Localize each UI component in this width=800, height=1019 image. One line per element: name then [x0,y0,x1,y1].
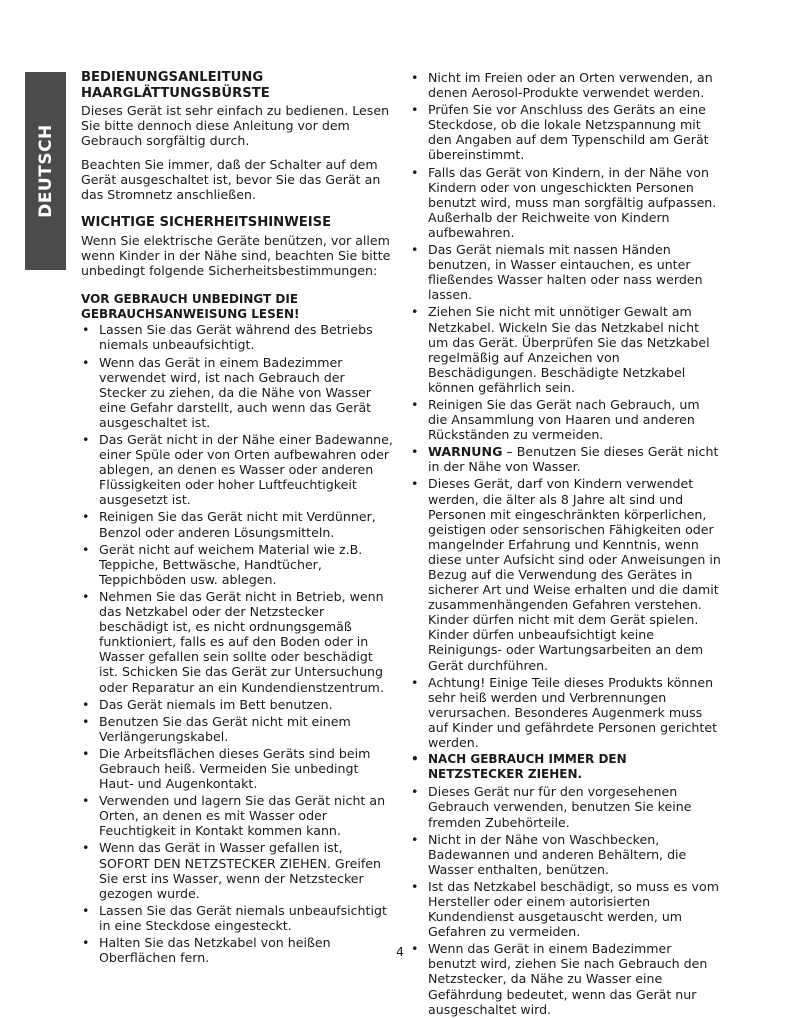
list-item: • Halten Sie das Netzkabel von heißen Oberflächen fern. [81,935,393,965]
list-item: • Reinigen Sie das Gerät nach Gebrauch, um die Ansammlung von Haaren und anderen Rückständen zu vermeiden. [410,397,722,442]
list-item: • Ziehen Sie nicht mit unnötiger Gewalt am Netzkabel. Wickeln Sie das Netzkabel nicht um das Gerät. Überprüfen Sie das Netzkabel regelmäßig auf Anzeichen von Beschädigungen. Beschädigte Netzkabel können gefährlich sein. [410,304,722,395]
list-item: • Das Gerät nicht in der Nähe einer Badewanne, einer Spüle oder von Orten aufbewahren oder ablegen, an denen es Wasser oder anderen Flüssigkeiten oder hoher Luftfeuchtigkeit ausgesetzt ist. [81,432,393,507]
list-item: • Gerät nicht auf weichem Material wie z.B. Teppiche, Bettwäsche, Handtücher, Teppichböden usw. ablegen. [81,542,393,587]
list-item: • Das Gerät niemals im Bett benutzen. [81,697,393,712]
document-title-line1: BEDIENUNGSANLEITUNG [81,70,264,85]
left-column [81,70,393,967]
list-item: • Lassen Sie das Gerät niemals unbeaufsichtigt in eine Steckdose eingesteckt. [81,903,393,933]
unplug-list-item: • NACH GEBRAUCH IMMER DEN NETZSTECKER ZIEHEN. [410,752,722,782]
list-item: • Achtung! Einige Teile dieses Produkts können sehr heiß werden und Verbrennungen verursachen. Besonderes Augenmerk muss auf Kinder und gefährdete Personen gerichtet werden. [410,675,722,750]
list-item: • Dieses Gerät nur für den vorgesehenen Gebrauch verwenden, benutzen Sie keine fremden Zubehörteile. [410,784,722,829]
page-number: 4 [396,944,404,959]
list-item: • Lassen Sie das Gerät während des Betriebs niemals unbeaufsichtigt. [81,322,393,352]
safety-section-title: WICHTIGE SICHERHEITSHINWEISE [81,214,332,230]
document-title-line2: HAARGLÄTTUNGSBÜRSTE [81,85,270,101]
right-column [410,70,722,1019]
list-item: • Die Arbeitsflächen dieses Geräts sind beim Gebrauch heiß. Vermeiden Sie unbedingt Haut- und Augenkontakt. [81,746,393,791]
list-item: • Reinigen Sie das Gerät nicht mit Verdünner, Benzol oder anderen Lösungsmitteln. [81,509,393,539]
list-item: • Wenn das Gerät in Wasser gefallen ist, SOFORT DEN NETZSTECKER ZIEHEN. Greifen Sie erst ins Wasser, wenn der Netzstecker gezogen wurde. [81,840,393,900]
list-item: • Benutzen Sie das Gerät nicht mit einem Verlängerungskabel. [81,714,393,744]
list-item: • Das Gerät niemals mit nassen Händen benutzen, in Wasser eintauchen, es unter fließendes Wasser halten oder nass werden lassen. [410,242,722,302]
list-item: • Wenn das Gerät in einem Badezimmer verwendet wird, ist nach Gebrauch der Stecker zu ziehen, da die Nähe von Wasser eine Gefahr darstellt, auch wenn das Gerät ausgeschaltet ist. [81,355,393,430]
warning-label: WARNUNG [428,444,503,460]
list-item: • Wenn das Gerät in einem Badezimmer benutzt wird, ziehen Sie nach Gebrauch den Netzstecker, da Nähe zu Wasser eine Gefährdung bedeutet, wenn das Gerät nur ausgeschaltet wird. [410,941,722,1016]
list-item: • Ist das Netzkabel beschädigt, so muss es vom Hersteller oder einem autorisierten Kundendienst ausgetauscht werden, um Gefahren zu vermeiden. [410,879,722,939]
intro-paragraph-1: Dieses Gerät ist sehr einfach zu bedienen. Lesen Sie bitte dennoch diese Anleitung vor dem Gebrauch sorgfältig durch. [81,103,390,149]
warning-list-item [410,444,722,474]
intro-paragraph-2: Beachten Sie immer, daß der Schalter auf dem Gerät ausgeschaltet ist, bevor Sie das Gerät an das Stromnetz anschließen. [81,157,381,203]
list-item: • Prüfen Sie vor Anschluss des Geräts an eine Steckdose, ob die lokale Netzspannung mit den Angaben auf dem Typenschild am Gerät übereinstimmt. [410,102,722,162]
list-item: • Dieses Gerät, darf von Kindern verwendet werden, die älter als 8 Jahre alt sind und Personen mit eingeschränkten körperlichen, geistigen oder sensorischen Fähigkeiten oder mangelnder Erfahrung und Kenntnis, wenn diese unter Aufsicht sind oder Anweisungen in Bezug auf die Verwendung des Gerätes in sicherer Art und Weise erhalten und die damit zusammenhängenden Gefahren verstehen. Kinder dürfen nicht mit dem Gerät spielen. Kinder dürfen unbeaufsichtigt keine Reinigungs- oder Wartungsarbeiten an dem Gerät durchführen. [410,476,722,672]
list-item: • Nicht in der Nähe von Waschbecken, Badewannen und anderen Behältern, die Wasser enthalten, benützen. [410,832,722,877]
safety-intro-paragraph: Wenn Sie elektrische Geräte benützen, vor allem wenn Kinder in der Nähe sind, beachten Sie bitte unbedingt folgende Sicherheitsbestimmungen: [81,233,391,279]
left-safety-list [81,322,393,965]
language-tab-label: DEUTSCH [36,124,56,218]
right-safety-list [410,70,722,1017]
read-instructions-subhead: VOR GEBRAUCH UNBEDINGT DIE GEBRAUCHSANWEISUNG LESEN! [81,292,300,322]
warning-text: – Benutzen Sie dieses Gerät nicht in der Nähe von Wasser. [428,444,719,475]
language-side-tab [25,72,66,270]
list-item: • Falls das Gerät von Kindern, in der Nähe von Kindern oder von ungeschickten Personen benutzt wird, muss man sorgfältig aufpassen. Außerhalb der Reichweite von Kindern aufbewahren. [410,165,722,240]
list-item: • Nehmen Sie das Gerät nicht in Betrieb, wenn das Netzkabel oder der Netzstecker beschädigt ist, es nicht ordnungsgemäß funktioniert, falls es auf den Boden oder in Wasser gefallen sein sollte oder beschädigt ist. Schicken Sie das Gerät zur Untersuchung oder Reparatur an ein Kundendienstzentrum. [81,589,393,695]
list-item: • Nicht im Freien oder an Orten verwenden, an denen Aerosol-Produkte verwendet werden. [410,70,722,100]
document-title [81,70,393,101]
list-item: • Verwenden und lagern Sie das Gerät nicht an Orten, an denen es mit Wasser oder Feuchtigkeit in Kontakt kommen kann. [81,793,393,838]
